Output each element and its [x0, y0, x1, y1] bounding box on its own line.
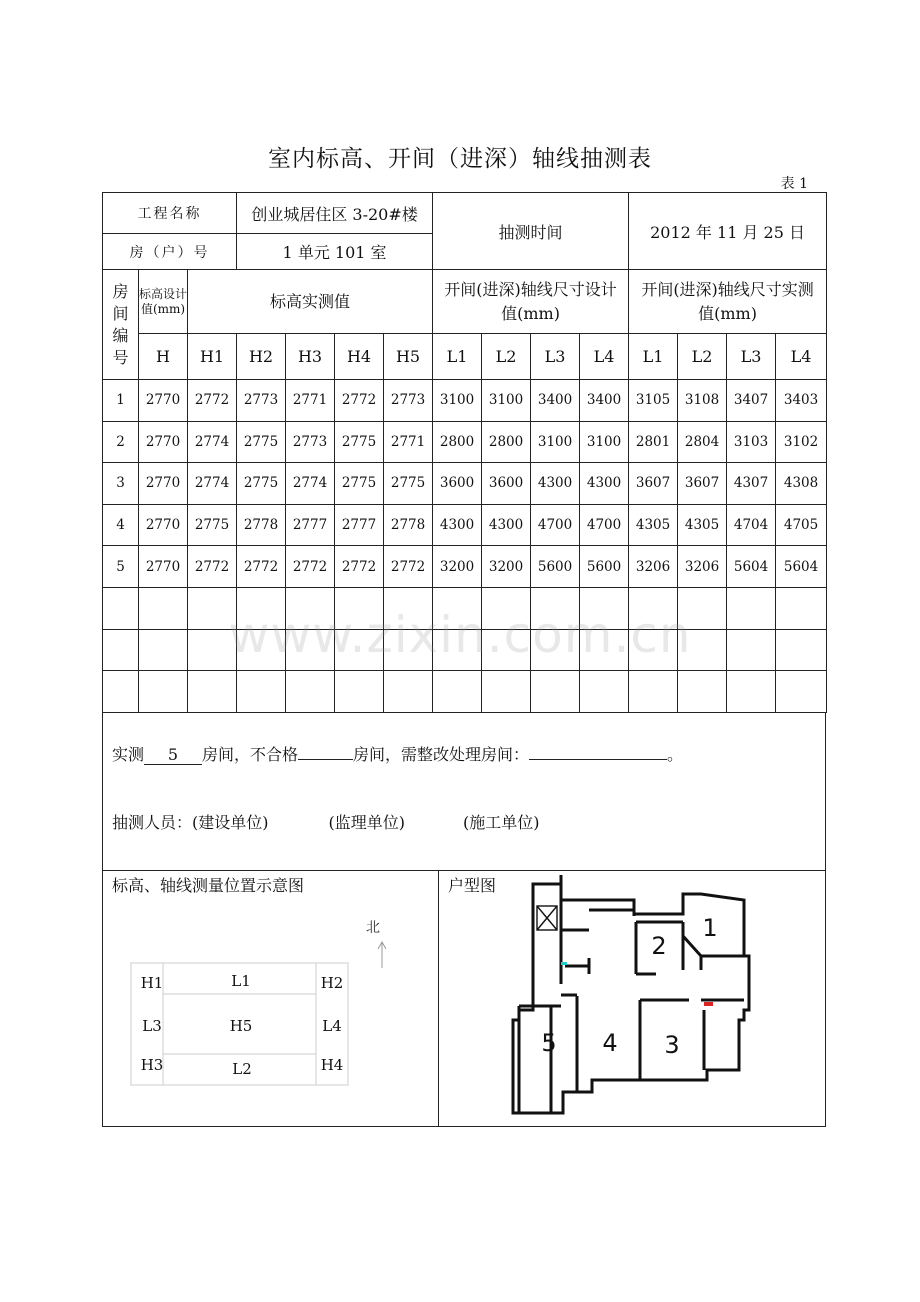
summary-prefix: 实测 — [112, 745, 145, 764]
value-cell: 2774 — [188, 463, 237, 505]
staff-owner: (建设单位) — [192, 813, 269, 832]
value-cell: 3607 — [678, 463, 727, 505]
value-cell: 2778 — [384, 504, 433, 546]
label-h1: H1 — [140, 974, 164, 992]
value-cell: 2773 — [384, 380, 433, 422]
value-cell: 3100 — [580, 421, 629, 463]
subheader-cell: H4 — [335, 334, 384, 380]
value-cell: 2772 — [335, 380, 384, 422]
subheader-cell: L2 — [482, 334, 531, 380]
project-name-value: 创业城居住区 3-20#楼 — [237, 193, 433, 234]
subheader-cell: H2 — [237, 334, 286, 380]
table-row — [103, 546, 827, 588]
value-cell — [531, 671, 580, 713]
subheader-cell: L3 — [531, 334, 580, 380]
value-cell: 2777 — [286, 504, 335, 546]
value-cell: 2778 — [237, 504, 286, 546]
table-row — [103, 380, 827, 422]
table-row — [103, 463, 827, 505]
col-measured-axis — [629, 270, 827, 334]
value-cell: 2771 — [286, 380, 335, 422]
value-cell: 3100 — [531, 421, 580, 463]
value-cell: 4300 — [433, 504, 482, 546]
value-cell — [776, 671, 827, 713]
diagram-section — [102, 870, 826, 1127]
subheader-cell: L2 — [678, 334, 727, 380]
subheader-cell: H5 — [384, 334, 433, 380]
measure-time-value: 2012 年 11 月 25 日 — [629, 193, 827, 270]
col-room-no-text: 房间编号 — [112, 281, 129, 367]
room-5-label: 5 — [541, 1029, 557, 1057]
label-h4: H4 — [320, 1056, 344, 1074]
subheader-cell: L4 — [776, 334, 827, 380]
room-no-cell: 1 — [103, 380, 139, 422]
subheader-cell: L1 — [433, 334, 482, 380]
value-cell: 4700 — [531, 504, 580, 546]
label-h3: H3 — [140, 1056, 164, 1074]
label-l4: L4 — [322, 1017, 342, 1035]
value-cell: 4300 — [482, 504, 531, 546]
col-design-axis-text: 开间(进深)轴线尺寸设计值(mm) — [444, 279, 617, 323]
room-1-label: 1 — [702, 914, 718, 942]
value-cell: 3100 — [482, 380, 531, 422]
value-cell: 4307 — [727, 463, 776, 505]
col-design-height-text: 标高设计值(mm) — [139, 286, 188, 316]
elevator-icon — [537, 906, 557, 930]
room-no-cell: 5 — [103, 546, 139, 588]
subheader-cell: L1 — [629, 334, 678, 380]
value-cell: 2800 — [433, 421, 482, 463]
value-cell — [482, 671, 531, 713]
value-cell — [188, 671, 237, 713]
value-cell: 5600 — [580, 546, 629, 588]
value-cell — [629, 671, 678, 713]
value-cell: 2775 — [237, 463, 286, 505]
value-cell: 2770 — [139, 546, 188, 588]
summary-end: 。 — [667, 745, 684, 764]
measured-count: 5 — [144, 745, 202, 765]
value-cell: 3403 — [776, 380, 827, 422]
value-cell: 3108 — [678, 380, 727, 422]
value-cell: 5604 — [776, 546, 827, 588]
value-cell: 2774 — [188, 421, 237, 463]
value-cell: 4704 — [727, 504, 776, 546]
value-cell: 2773 — [286, 421, 335, 463]
staff-contractor: (施工单位) — [463, 813, 540, 832]
value-cell: 3407 — [727, 380, 776, 422]
value-cell: 2775 — [335, 463, 384, 505]
position-diagram — [103, 870, 438, 1126]
subheader-cell: H1 — [188, 334, 237, 380]
room-number-value: 1 单元 101 室 — [237, 234, 433, 270]
value-cell: 4705 — [776, 504, 827, 546]
value-cell: 4305 — [629, 504, 678, 546]
value-cell: 3105 — [629, 380, 678, 422]
staff-line — [112, 810, 540, 833]
floorplan-walls — [513, 875, 749, 1113]
position-diagram-caption: 标高、轴线测量位置示意图 — [112, 876, 305, 895]
col-measured-height: 标高实测值 — [188, 270, 433, 334]
label-l2: L2 — [232, 1060, 252, 1078]
value-cell — [580, 671, 629, 713]
value-cell: 2770 — [139, 380, 188, 422]
value-cell: 2770 — [139, 463, 188, 505]
room-4-label: 4 — [602, 1029, 618, 1057]
value-cell: 4308 — [776, 463, 827, 505]
failed-count-field[interactable] — [298, 759, 353, 760]
room-no-cell — [103, 671, 139, 713]
subheader-cell: L3 — [727, 334, 776, 380]
value-cell: 3200 — [482, 546, 531, 588]
col-design-axis — [433, 270, 629, 334]
north-label: 北 — [366, 920, 380, 936]
value-cell: 4700 — [580, 504, 629, 546]
value-cell: 4300 — [531, 463, 580, 505]
label-l3: L3 — [142, 1017, 162, 1035]
value-cell: 2774 — [286, 463, 335, 505]
room-no-cell: 3 — [103, 463, 139, 505]
value-cell: 2775 — [335, 421, 384, 463]
value-cell: 3206 — [678, 546, 727, 588]
subheader-cell: H — [139, 334, 188, 380]
value-cell: 3607 — [629, 463, 678, 505]
value-cell — [286, 671, 335, 713]
table-number: 表 1 — [780, 176, 808, 192]
rework-rooms-field[interactable] — [529, 759, 667, 760]
value-cell: 2801 — [629, 421, 678, 463]
value-cell — [384, 671, 433, 713]
value-cell — [335, 671, 384, 713]
value-cell: 3600 — [482, 463, 531, 505]
room-number-label: 房（户）号 — [103, 234, 237, 270]
value-cell: 3600 — [433, 463, 482, 505]
summary-unit2: 房间，需整改处理房间： — [353, 745, 530, 764]
value-cell: 2772 — [188, 380, 237, 422]
staff-label: 抽测人员： — [112, 813, 193, 832]
value-cell: 2772 — [188, 546, 237, 588]
value-cell: 2773 — [237, 380, 286, 422]
document-title: 室内标高、开间（进深）轴线抽测表 — [268, 146, 652, 172]
room-2-label: 2 — [651, 932, 667, 960]
table-row — [103, 504, 827, 546]
value-cell: 4300 — [580, 463, 629, 505]
value-cell — [237, 671, 286, 713]
value-cell: 3206 — [629, 546, 678, 588]
value-cell: 5600 — [531, 546, 580, 588]
summary-section — [102, 712, 826, 871]
col-design-height — [139, 270, 188, 334]
summary-line — [112, 742, 683, 765]
marker-cyan — [561, 962, 567, 965]
value-cell: 2775 — [384, 463, 433, 505]
room-no-cell: 4 — [103, 504, 139, 546]
value-cell: 3100 — [433, 380, 482, 422]
value-cell: 3200 — [433, 546, 482, 588]
subheader-row — [103, 334, 827, 380]
value-cell: 3400 — [580, 380, 629, 422]
value-cell: 2771 — [384, 421, 433, 463]
room-3-label: 3 — [664, 1031, 680, 1059]
value-cell: 3103 — [727, 421, 776, 463]
value-cell: 3400 — [531, 380, 580, 422]
marker-red — [704, 1002, 713, 1006]
label-h5: H5 — [229, 1017, 253, 1035]
subheader-cell: H3 — [286, 334, 335, 380]
table-row — [103, 421, 827, 463]
room-no-cell: 2 — [103, 421, 139, 463]
col-room-no — [103, 270, 139, 380]
value-cell: 2777 — [335, 504, 384, 546]
value-cell: 5604 — [727, 546, 776, 588]
value-cell: 2775 — [237, 421, 286, 463]
table-row — [103, 671, 827, 713]
label-l1: L1 — [231, 972, 251, 990]
value-cell: 2770 — [139, 504, 188, 546]
value-cell: 2772 — [335, 546, 384, 588]
subheader-cell: L4 — [580, 334, 629, 380]
floorplan-caption: 户型图 — [448, 876, 497, 895]
value-cell: 2770 — [139, 421, 188, 463]
value-cell: 4305 — [678, 504, 727, 546]
value-cell: 2804 — [678, 421, 727, 463]
summary-unit1: 房间，不合格 — [202, 745, 299, 764]
value-cell — [433, 671, 482, 713]
watermark: www.zixin.com.cn — [228, 606, 692, 664]
value-cell: 2772 — [237, 546, 286, 588]
north-arrow-icon — [378, 942, 386, 968]
project-name-label: 工程名称 — [103, 193, 237, 234]
value-cell: 2800 — [482, 421, 531, 463]
value-cell: 2775 — [188, 504, 237, 546]
value-cell — [678, 671, 727, 713]
label-h2: H2 — [320, 974, 344, 992]
measure-time-label: 抽测时间 — [433, 193, 629, 270]
value-cell: 3102 — [776, 421, 827, 463]
floorplan-drawing — [439, 870, 825, 1126]
col-measured-axis-text: 开间(进深)轴线尺寸实测值(mm) — [641, 279, 814, 323]
value-cell — [139, 671, 188, 713]
staff-supervisor: (监理单位) — [328, 813, 406, 832]
value-cell: 2772 — [286, 546, 335, 588]
value-cell — [727, 671, 776, 713]
value-cell: 2772 — [384, 546, 433, 588]
